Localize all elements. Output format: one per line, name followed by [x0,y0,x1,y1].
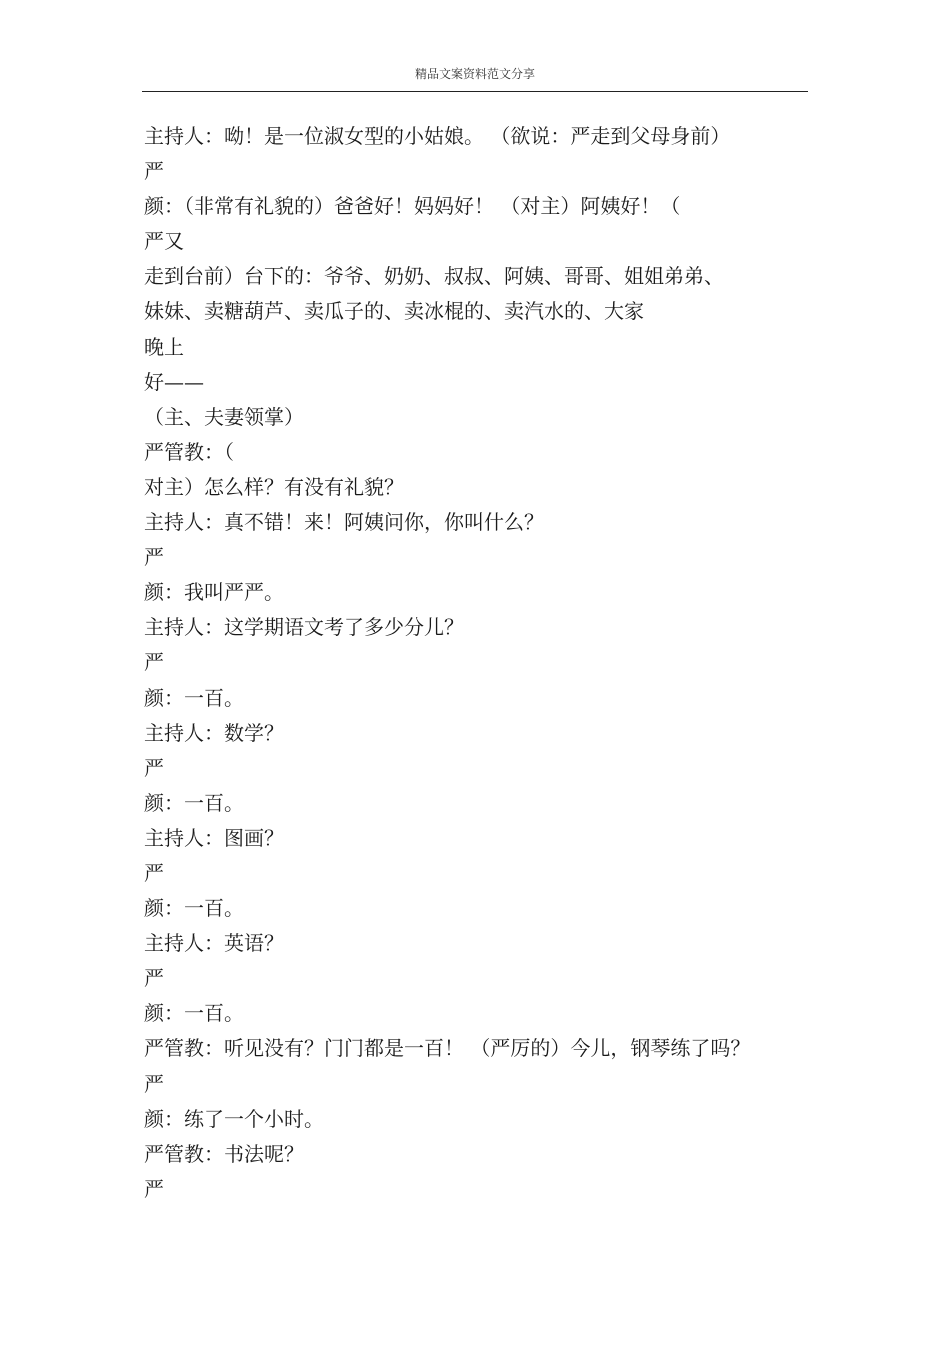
script-line: 严 [144,755,164,780]
script-line: 颜：一百。 [144,685,244,710]
script-body [144,119,808,1207]
script-line: 严管教：（ [144,439,234,464]
script-line: 颜：一百。 [144,790,244,815]
script-line: 严 [144,860,164,885]
script-line: 严 [144,966,164,991]
script-line: 颜：我叫严严。 [144,580,284,605]
script-line: 严又 [144,229,184,254]
script-line: 严管教：书法呢？ [144,1141,304,1166]
script-line: 主持人：这学期语文考了多少分儿？ [144,615,464,640]
script-line: 颜：一百。 [144,1001,244,1026]
script-line: 走到台前）台下的：爷爷、奶奶、叔叔、阿姨、哥哥、姐姐弟弟、 [144,264,724,289]
script-line: 颜：一百。 [144,896,244,921]
page-header: 精品文案资料范文分享 [414,67,535,81]
header-divider [142,91,808,92]
script-line: 严 [144,1071,164,1096]
script-line: 严 [144,159,164,184]
script-line: 主持人：图画？ [144,825,284,850]
script-line: 妹妹、卖糖葫芦、卖瓜子的、卖冰棍的、卖汽水的、大家 [144,299,644,324]
script-line: 颜：练了一个小时。 [144,1106,324,1131]
script-line: 好—— [144,369,204,394]
script-line: （主、夫妻领掌） [144,404,304,429]
script-line: 颜：（非常有礼貌的）爸爸好！妈妈好！ （对主）阿姨好！（ [144,194,681,219]
script-line: 主持人：呦！是一位淑女型的小姑娘。 （欲说：严走到父母身前） [144,124,731,148]
script-line: 严管教：听见没有？门门都是一百！ （严厉的）今儿，钢琴练了吗？ [144,1036,751,1061]
script-line: 主持人：数学？ [144,720,284,745]
script-line: 晚上 [144,334,184,359]
script-line: 严 [144,650,164,675]
script-line: 严 [144,545,164,570]
script-line: 严 [144,1176,164,1201]
script-line: 主持人：真不错！来！阿姨问你，你叫什么？ [144,510,544,535]
script-line: 对主）怎么样？有没有礼貌？ [144,474,404,499]
script-line: 主持人：英语？ [144,931,284,956]
